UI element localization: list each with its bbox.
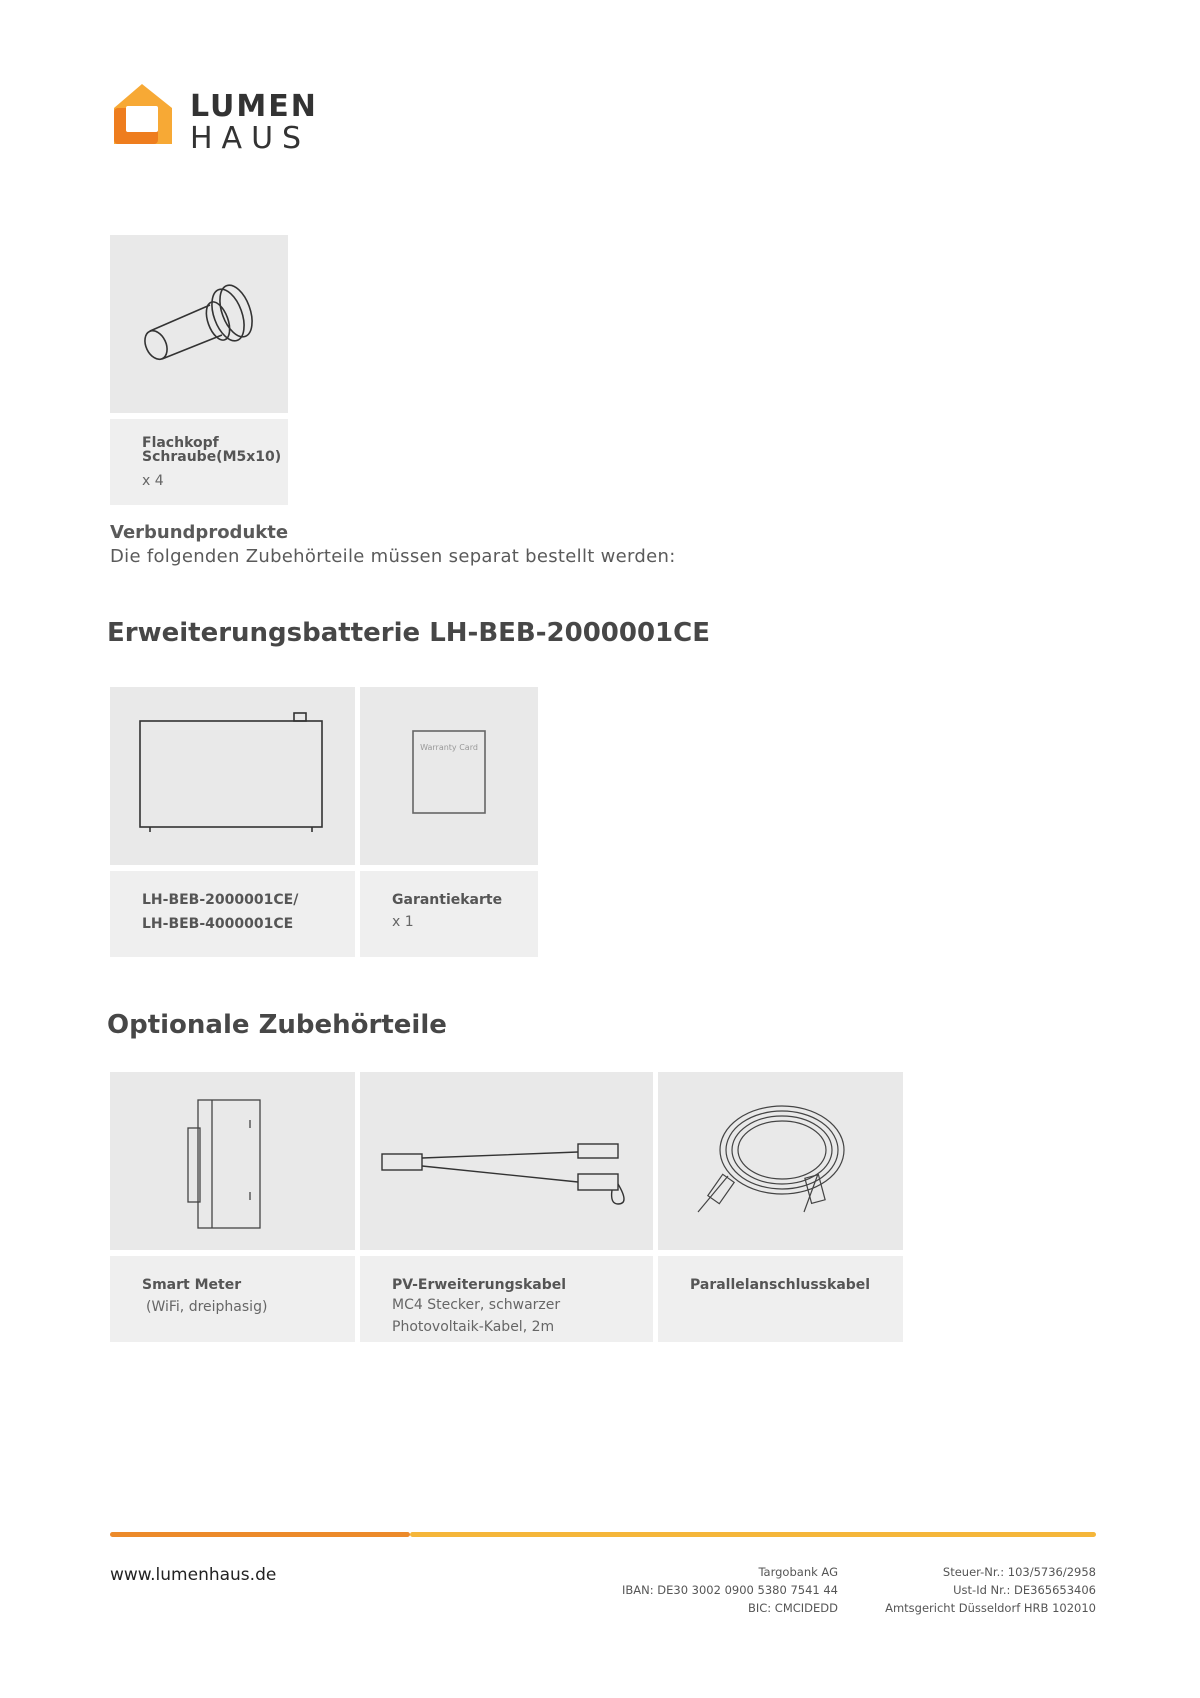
pv-cable-title: PV-Erweiterungskabel [392, 1277, 567, 1293]
footer-bar-orange [110, 1532, 410, 1537]
section1-heading: Erweiterungsbatterie LH-BEB-2000001CE [107, 618, 710, 648]
screw-qty: x 4 [142, 473, 164, 489]
parallel-cable-icon [658, 1072, 903, 1250]
footer-bar-yellow [410, 1532, 1096, 1537]
house-logo-icon [110, 80, 180, 150]
screw-icon [110, 235, 288, 413]
warranty-title: Garantiekarte [392, 892, 503, 908]
intro-subtitle: Die folgenden Zubehörteile müssen separat bestellt werden: [110, 546, 676, 567]
screw-title-line2: Schraube(M5x10) [142, 449, 282, 465]
pv-cable-caption [360, 1256, 653, 1342]
smart-meter-title: Smart Meter [142, 1277, 242, 1293]
tax-number: Steuer-Nr.: 103/5736/2958 [942, 1565, 1096, 1579]
bank-iban: IBAN: DE30 3002 0900 5380 7541 44 [621, 1583, 838, 1597]
warranty-card-label: Warranty Card [420, 743, 478, 752]
battery-caption [110, 871, 355, 957]
screw-caption [110, 419, 288, 505]
brand-line1: LUMEN [190, 89, 318, 124]
pv-cable-sub-line2: Photovoltaik-Kabel, 2m [392, 1319, 555, 1335]
vat-id: Ust-Id Nr.: DE365653406 [953, 1583, 1096, 1597]
register-court: Amtsgericht Düsseldorf HRB 102010 [885, 1601, 1096, 1615]
smart-meter-caption [110, 1256, 355, 1342]
warranty-card-image [360, 687, 538, 865]
warranty-card-icon [360, 687, 538, 865]
brand-wordmark [190, 89, 318, 156]
pv-cable-icon [360, 1072, 653, 1250]
parallel-cable-title: Parallelanschlusskabel [690, 1277, 871, 1293]
smart-meter-image [110, 1072, 355, 1250]
battery-title-line2: LH-BEB-4000001CE [142, 916, 294, 932]
pv-cable-sub-line1: MC4 Stecker, schwarzer [392, 1297, 561, 1313]
brand-line2: HAUS [190, 121, 311, 156]
parallel-cable-image [658, 1072, 903, 1250]
intro-title: Verbundprodukte [110, 522, 289, 543]
website-link[interactable]: www.lumenhaus.de [110, 1565, 277, 1585]
bank-bic: BIC: CMCIDEDD [747, 1601, 838, 1615]
smart-meter-icon [110, 1072, 355, 1250]
pv-cable-image [360, 1072, 653, 1250]
battery-title-line1: LH-BEB-2000001CE/ [142, 892, 299, 908]
bank-info [578, 1563, 838, 1617]
screw-title-line1: Flachkopf [142, 435, 219, 451]
bank-name: Targobank AG [758, 1565, 838, 1579]
section2-heading: Optionale Zubehörteile [107, 1010, 447, 1040]
parallel-cable-caption [658, 1256, 903, 1342]
tax-info [836, 1563, 1096, 1617]
warranty-qty: x 1 [392, 914, 414, 930]
battery-icon [110, 687, 355, 865]
battery-image [110, 687, 355, 865]
warranty-caption [360, 871, 538, 957]
smart-meter-sub: (WiFi, dreiphasig) [146, 1299, 268, 1315]
screw-image [110, 235, 288, 413]
